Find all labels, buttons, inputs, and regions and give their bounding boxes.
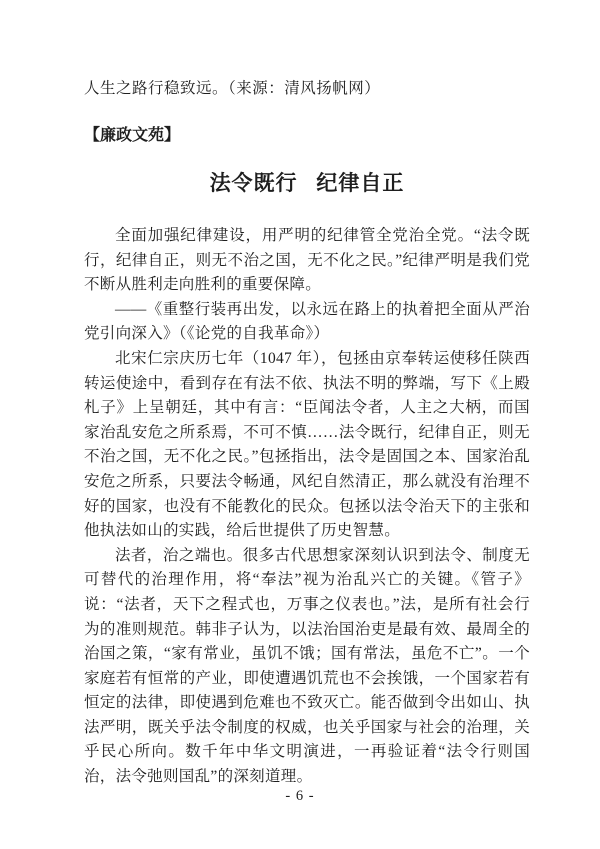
leading-paragraph: 人生之路行稳致远。（来源：清风扬帆网） (84, 80, 381, 97)
article-body (84, 224, 530, 790)
page-content (84, 76, 530, 790)
page-number: - 6 - (285, 788, 315, 804)
article-title: 法令既行 纪律自正 (209, 171, 405, 195)
article-paragraph-3: 北宋仁宗庆历七年（1047 年），包拯由京奉转运使移任陕西转运使途中，看到存在有法不依、执法不明的弊端，写下《上殿札子》上呈朝廷，其中有言：“臣闻法令者，人主之大柄，而国家治乱安危之所系焉，不可不慎……法令既行，纪律自正，则无不治之国，无不化之民。”包拯指出，法令是固国之本、国家治乱安危之所系，只要法令畅通，风纪自然清正，那么就没有治理不好的国家，也没有不能教化的民众。包拯以法令治天下的主张和他执法如山的实践，给后世提供了历史智慧。 (84, 349, 530, 540)
article-paragraph-4: 法者，治之端也。很多古代思想家深刻认识到法令、制度无可替代的治理作用，将“奉法”视为治乱兴亡的关键。《管子》说：“法者，天下之程式也，万事之仪表也。”法，是所有社会行为的准则规范。韩非子认为，以法治国治吏是最有效、最周全的治国之策，“家有常业，虽饥不饿；国有常法，虽危不亡”。一个家庭若有恒常的产业，即使遭遇饥荒也不会挨饿，一个国家若有恒定的法律，即使遇到危难也不致灭亡。能否做到令出如山、执法严明，既关乎法令制度的权威，也关乎国家与社会的治理，关乎民心所向。数千年中华文明演进，一再验证着“法令行则国治，法令弛则国乱”的深刻道理。 (84, 546, 530, 786)
article-paragraph-1: 全面加强纪律建设，用严明的纪律管全党治全党。“法令既行，纪律自正，则无不治之国，无不化之民。”纪律严明是我们党不断从胜利走向胜利的重要保障。 (84, 227, 530, 294)
article-paragraph-2: ——《重整行装再出发，以永远在路上的执着把全面从严治党引向深入》（《论党的自我革命》） (84, 300, 530, 343)
section-header: 【廉政文苑】 (84, 127, 181, 144)
